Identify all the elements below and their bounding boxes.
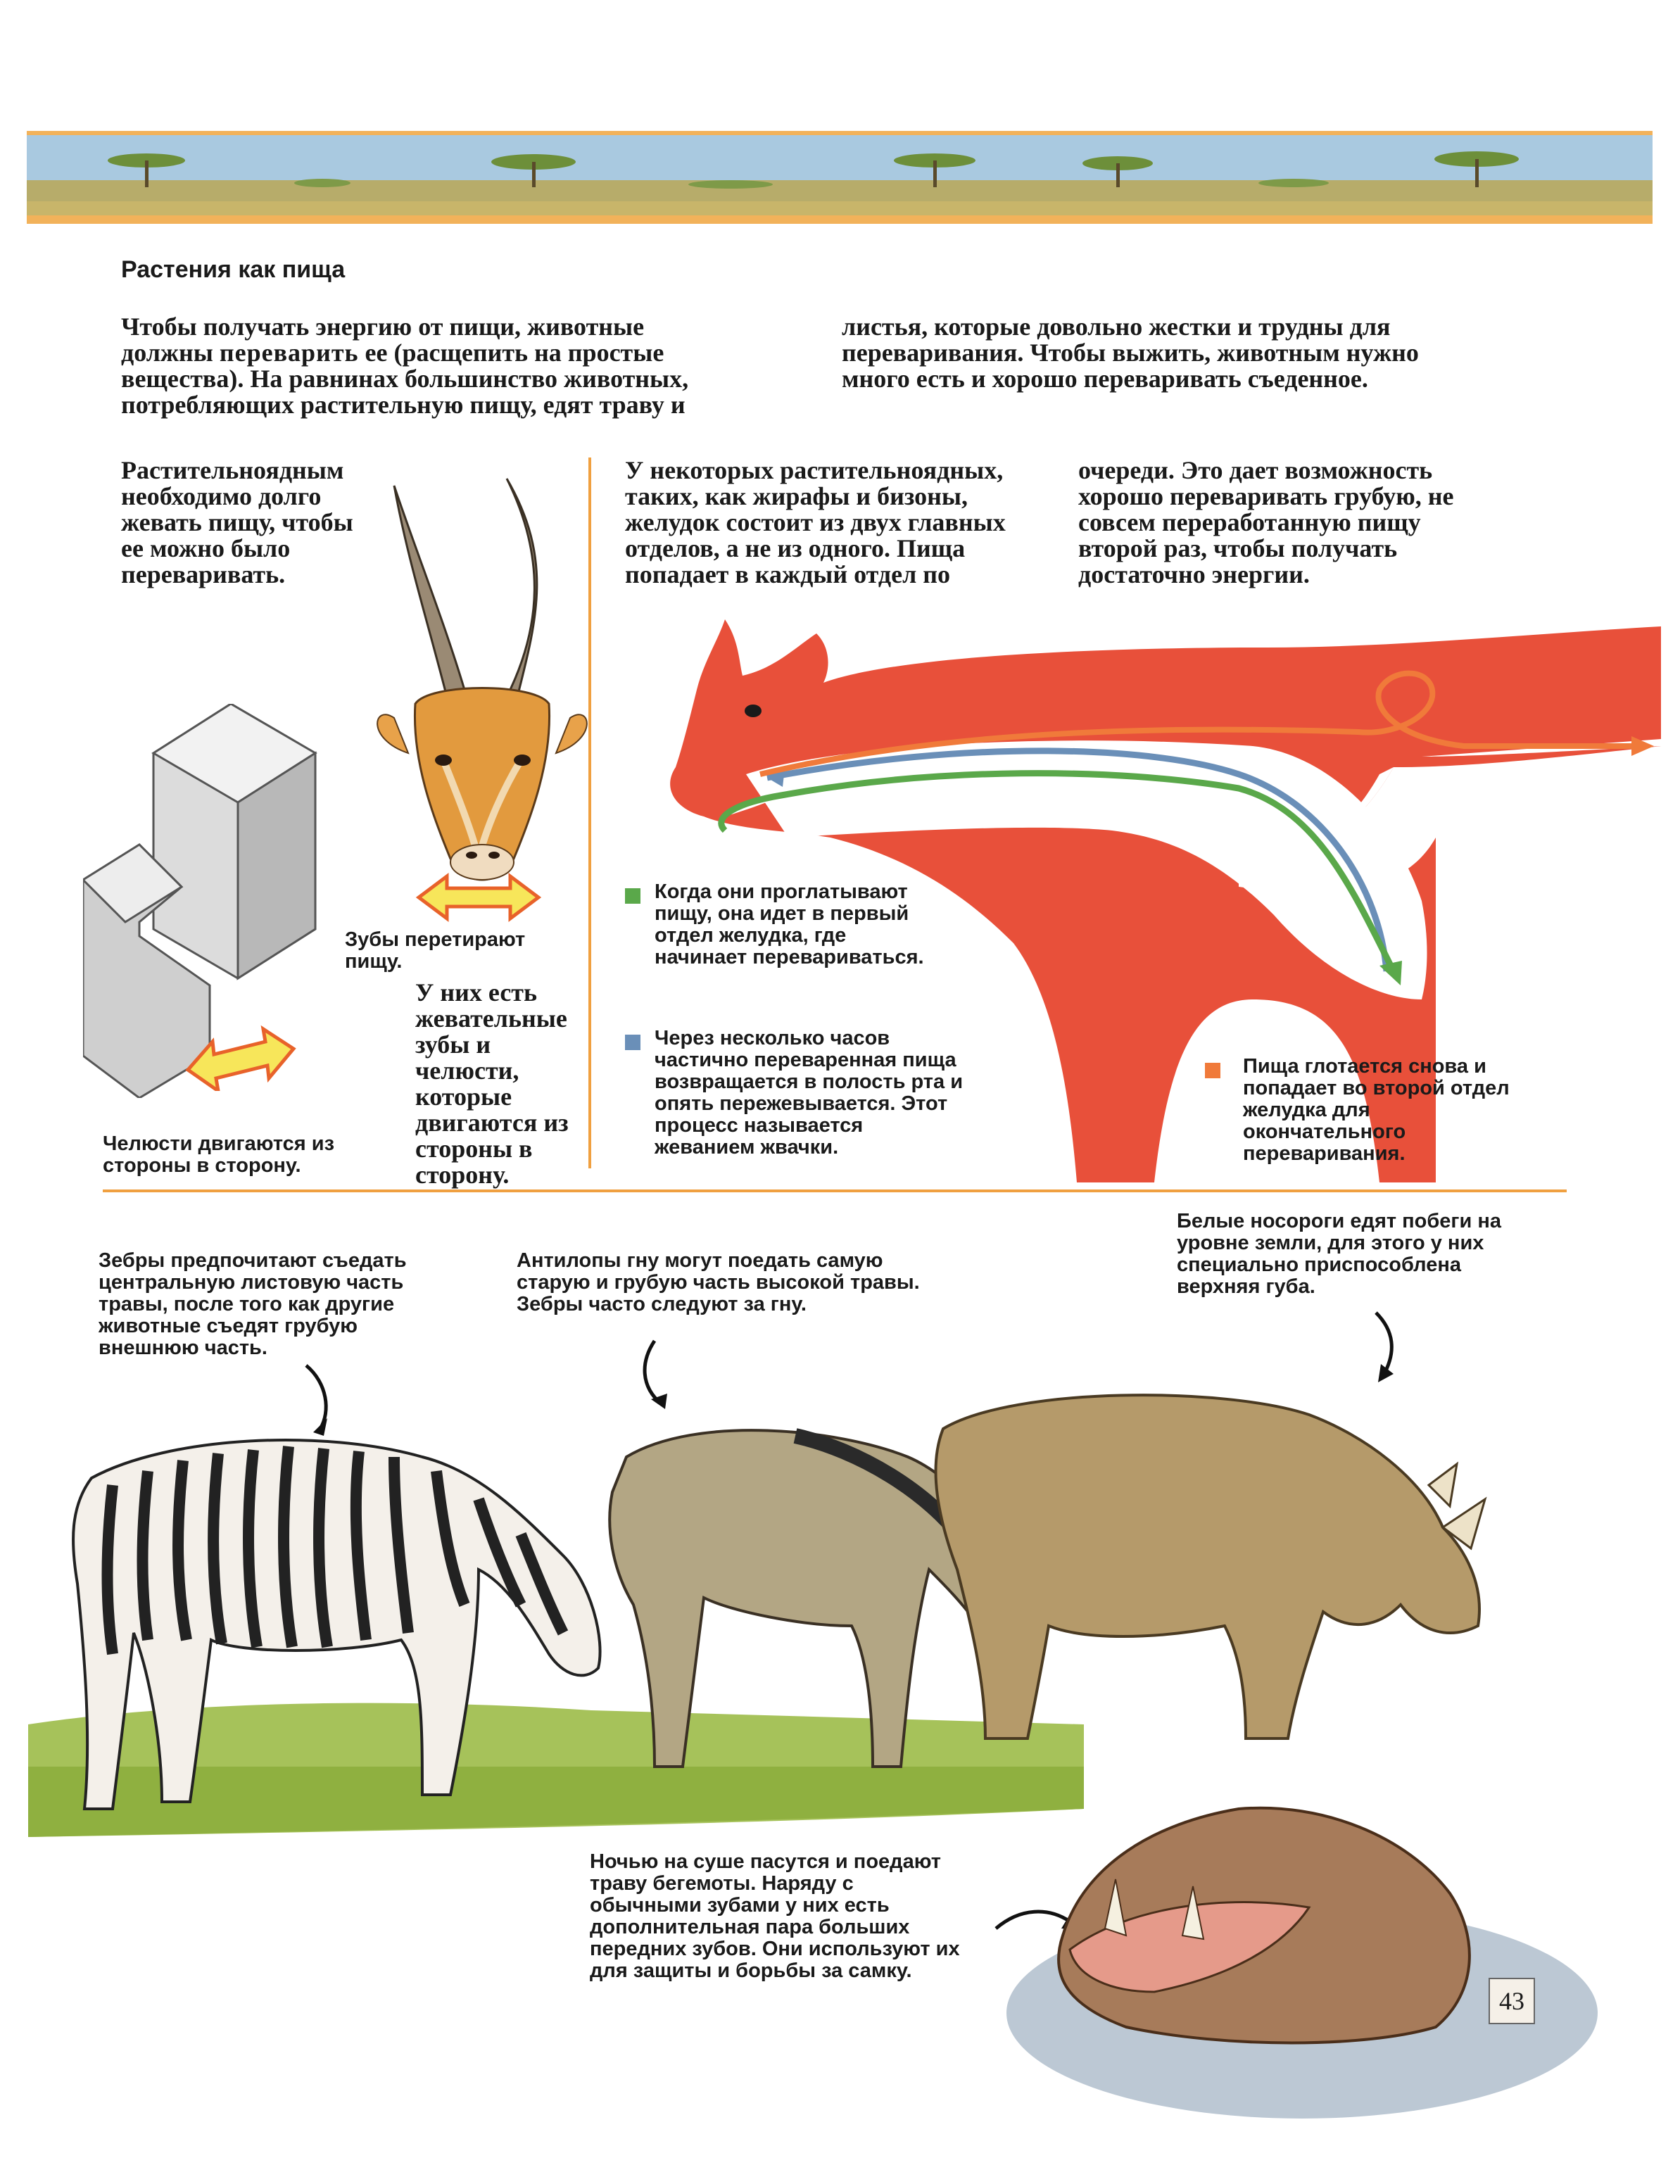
stomach-text-col2: очереди. Это дает возможность хорошо переваривать грубую, не совсем переработанную пищу второй раз, чтобы получать достаточно энергии.	[1078, 456, 1454, 588]
keyword-rumination: жеванием жвачки.	[655, 1136, 839, 1159]
keyword-digest: переварить	[219, 339, 359, 367]
column-divider	[588, 457, 591, 1168]
intro-line: много есть и хорошо переваривать съеденное.	[842, 365, 1368, 393]
intro-col2	[842, 314, 1546, 392]
intro-col1	[121, 314, 797, 418]
savanna-banner	[27, 131, 1653, 224]
double-arrow-icon	[415, 873, 542, 922]
intro-line: должны переварить ее (расщепить на простые	[121, 339, 664, 367]
double-arrow-icon	[184, 1021, 297, 1091]
intro-line: потребляющих растительную пищу, едят траву и	[121, 391, 686, 419]
rhino-caption: Белые носороги едят побеги на уровне земли, для этого у них специально приспособлена верхняя губа.	[1177, 1210, 1502, 1298]
jaw-text: У них есть жевательные зубы и челюсти, которые двигаются из стороны в сторону.	[415, 978, 569, 1189]
antelope-head-illustration	[366, 465, 598, 887]
teeth-caption: Зубы перетирают пищу.	[345, 928, 526, 973]
rhino-figure	[936, 1395, 1485, 1738]
section-divider	[103, 1189, 1567, 1192]
page-number: 43	[1489, 1978, 1535, 2024]
blue-legend-swatch	[625, 1035, 640, 1050]
legend-green-text: Когда они проглатывают пищу, она идет в первый отдел желудка, где начинает перевариваться.	[655, 880, 924, 968]
intro-line: Чтобы получать энергию от пищи, животные	[121, 313, 645, 341]
legend-blue-text: Через несколько часов частично переваренная пища возвращается в полость рта и опять пережевывается. Этот процесс называется жеванием жвачки.	[655, 1028, 1021, 1159]
intro-line: вещества). На равнинах большинство животных,	[121, 365, 689, 393]
savanna-animals-illustration	[28, 1372, 1654, 2147]
chewing-text: Растительноядным необходимо долго жевать пищу, чтобы ее можно было переваривать.	[121, 456, 353, 588]
orange-legend-swatch	[1205, 1063, 1220, 1078]
zebra-caption: Зебры предпочитают съедать центральную листовую часть травы, после того как другие животные съедят грубую внешнюю часть.	[99, 1249, 407, 1359]
hippo-figure	[1006, 1808, 1598, 2119]
legend-orange-text: Пища глотается снова и попадает во второй отдел желудка для окончательного переваривания.	[1243, 1055, 1510, 1165]
green-legend-swatch	[625, 888, 640, 904]
jaw-caption: Челюсти двигаются из стороны в сторону.	[103, 1132, 335, 1177]
intro-line: листья, которые довольно жестки и трудны для	[842, 313, 1391, 341]
stomach-text-col1: У некоторых растительноядных, таких, как жирафы и бизоны, желудок состоит из двух главных отделов, а не из одного. Пища попадает в каждый отдел по	[625, 456, 1006, 588]
gnu-caption: Антилопы гну могут поедать самую старую и грубую часть высокой травы. Зебры часто следуют за гну.	[517, 1249, 920, 1315]
hippo-caption: Ночью на суше пасутся и поедают траву бегемоты. Наряду с обычными зубами у них есть дополнительная пара больших передних зубов. Они используют их для защиты и борьбы за самку.	[590, 1850, 960, 1982]
intro-line: переваривания. Чтобы выжить, животным нужно	[842, 339, 1419, 367]
section-heading: Растения как пища	[121, 256, 346, 283]
